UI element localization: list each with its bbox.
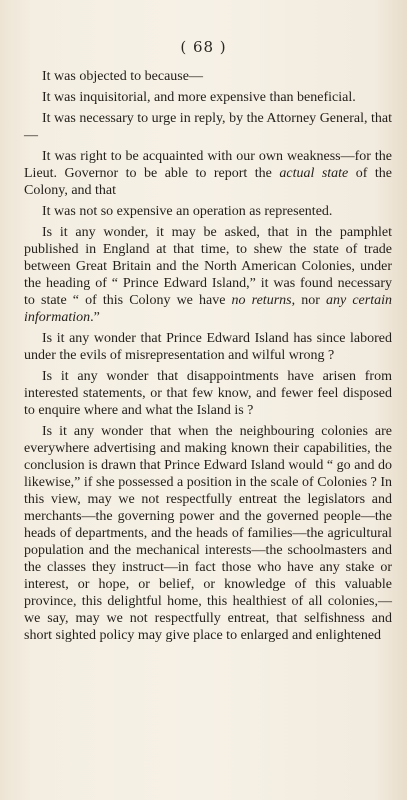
paragraph (24, 224, 392, 326)
body-text (24, 68, 392, 648)
paragraph (24, 110, 392, 144)
text-run: Is it any wonder that when the neighbouring colonies are everywhere advertising and making known their capabilities, the conclusion is drawn that Prince Edward Island would “ go and do likewise,” if she possessed a position in the scale of Colonies ? In this view, may we not respectfully entreat the legislators and merchants—the governing power and the governed people—the heads of departments, and the heads of families—the agricultural population and the mechanical interests—the schoolmasters and the classes they instruct—in fact those who have any stake or interest, or hope, or belief, or knowledge of this valuable province, this delightful home, this healthiest of all colonies,—we say, may we not respectfully entreat, that selfishness and short sighted policy may give place to enlarged and enlightened (24, 424, 392, 643)
paragraph (24, 330, 392, 364)
italic-run: no returns (231, 293, 292, 308)
paragraph (24, 423, 392, 644)
text-run: Is it any wonder that disappointments have arisen from interested statements, or that few know, and fewer feel disposed to enquire where and what the Island is ? (24, 369, 392, 418)
paragraph (24, 203, 392, 220)
paragraph (24, 148, 392, 199)
page-number: ( 68 ) (180, 38, 227, 56)
text-run: It was inquisitorial, and more expensive than beneficial. (42, 90, 356, 105)
text-run: .” (90, 310, 100, 325)
text-run: It was necessary to urge in reply, by the Attorney General, that— (24, 111, 392, 143)
text-run: Is it any wonder, it may be asked, that in the pamphlet published in England at that time, to shew the state of trade between Great Britain and the North American Colonies, under the heading of “ Prince Edward Island,” it was found necessary to state “ of this Colony we have (24, 225, 392, 308)
text-run: It was objected to because— (42, 69, 203, 84)
text-run: It was not so expensive an operation as represented. (42, 204, 333, 219)
paragraph (24, 68, 392, 85)
text-run: , nor (291, 293, 326, 308)
text-run: Is it any wonder that Prince Edward Island has since labored under the evils of misrepresentation and wilful wrong ? (24, 331, 392, 363)
text-run: It was right to be acquainted with our own weakness—for the Lieut. Governor to be able to report the (24, 149, 392, 181)
text-run: of the Colony, and that (24, 166, 393, 198)
paragraph (24, 368, 392, 419)
italic-run: any certain information (24, 293, 392, 325)
italic-run: actual state (279, 166, 349, 181)
paragraph (24, 89, 392, 106)
